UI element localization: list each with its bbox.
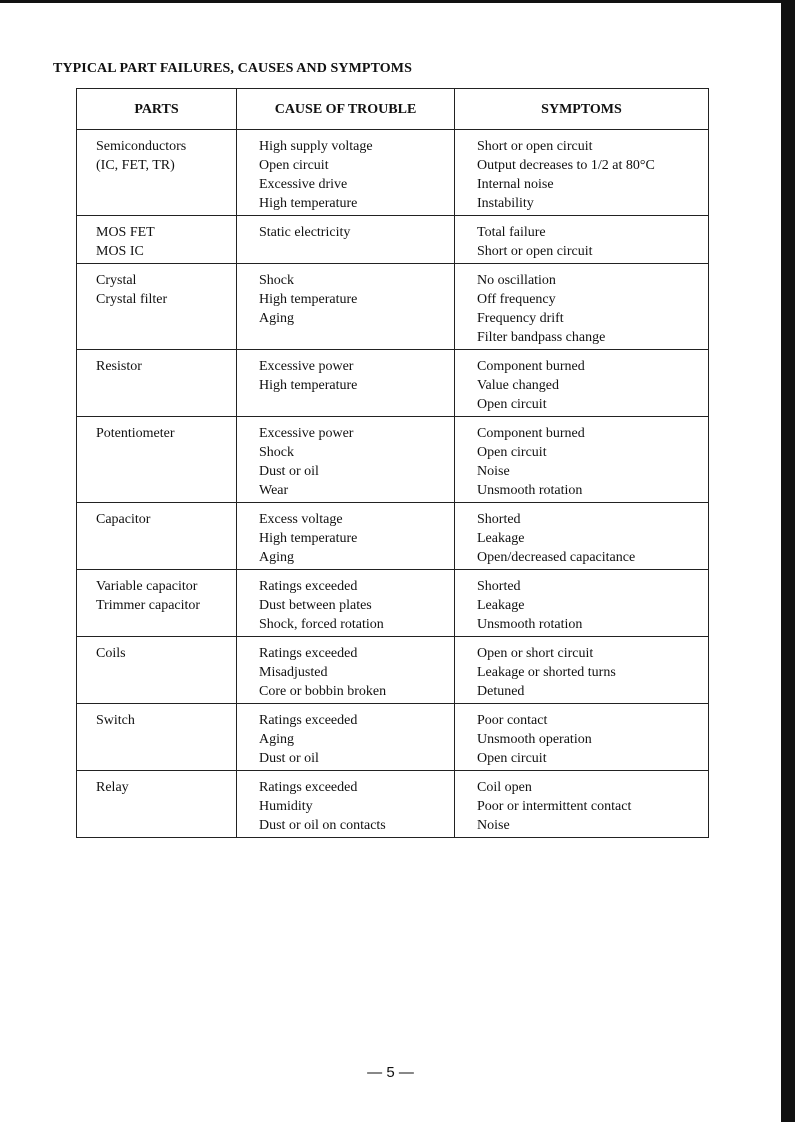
parts-cell	[77, 216, 237, 264]
cause-line: High temperature	[259, 292, 358, 307]
table-row	[77, 417, 709, 503]
symptom-cell	[455, 570, 709, 637]
cause-line: Humidity	[259, 799, 313, 814]
cause-line: Dust or oil on contacts	[259, 818, 386, 833]
cause-line: Shock	[259, 445, 294, 460]
cause-line: Ratings exceeded	[259, 579, 358, 594]
table-row	[77, 216, 709, 264]
cause-line: High temperature	[259, 531, 358, 546]
part-line: Crystal filter	[96, 292, 168, 307]
table-row	[77, 771, 709, 838]
table-row	[77, 570, 709, 637]
table-row	[77, 264, 709, 350]
symptom-line: Leakage	[477, 598, 525, 613]
symptom-line: Shorted	[477, 579, 521, 594]
symptom-line: Poor or intermittent contact	[477, 799, 632, 814]
symptom-cell	[455, 771, 709, 838]
cause-line: Excessive drive	[259, 177, 348, 192]
symptom-line: Poor contact	[477, 713, 548, 728]
cause-line: High temperature	[259, 196, 358, 211]
cause-line: Shock, forced rotation	[259, 617, 384, 632]
cause-line: Ratings exceeded	[259, 713, 358, 728]
part-line: Variable capacitor	[96, 579, 198, 594]
cause-cell	[237, 570, 455, 637]
table-row	[77, 130, 709, 216]
document-title: TYPICAL PART FAILURES, CAUSES AND SYMPTOMS	[53, 61, 412, 76]
parts-cell	[77, 350, 237, 417]
part-line: Capacitor	[96, 512, 151, 527]
cause-line: Wear	[259, 483, 289, 498]
table-row	[77, 704, 709, 771]
cause-line: Static electricity	[259, 225, 351, 240]
symptom-cell	[455, 417, 709, 503]
symptom-line: Short or open circuit	[477, 244, 593, 259]
cause-line: Dust between plates	[259, 598, 372, 613]
symptom-line: Instability	[477, 196, 534, 211]
symptom-cell	[455, 637, 709, 704]
parts-cell	[77, 771, 237, 838]
cause-line: Excess voltage	[259, 512, 343, 527]
part-line: Coils	[96, 646, 126, 661]
parts-cell	[77, 637, 237, 704]
cause-cell	[237, 704, 455, 771]
cause-cell	[237, 503, 455, 570]
cause-cell	[237, 130, 455, 216]
symptom-line: Unsmooth operation	[477, 732, 592, 747]
symptom-cell	[455, 130, 709, 216]
parts-cell	[77, 417, 237, 503]
symptom-line: Open or short circuit	[477, 646, 594, 661]
symptom-line: Total failure	[477, 225, 546, 240]
cause-line: Core or bobbin broken	[259, 684, 387, 699]
symptom-cell	[455, 503, 709, 570]
part-line: Trimmer capacitor	[96, 598, 201, 613]
cause-line: Excessive power	[259, 359, 354, 374]
part-line: Semiconductors	[96, 139, 187, 154]
symptom-line: Leakage	[477, 531, 525, 546]
table-header-row	[77, 89, 709, 130]
cause-cell	[237, 216, 455, 264]
symptom-line: Component burned	[477, 426, 585, 441]
cause-cell	[237, 350, 455, 417]
cause-line: Aging	[259, 311, 294, 326]
part-line: MOS IC	[96, 244, 144, 259]
table-row	[77, 503, 709, 570]
part-line: (IC, FET, TR)	[96, 158, 175, 173]
cause-cell	[237, 637, 455, 704]
symptom-line: Off frequency	[477, 292, 556, 307]
part-line: Resistor	[96, 359, 142, 374]
symptom-line: No oscillation	[477, 273, 556, 288]
part-line: Crystal	[96, 273, 137, 288]
cause-line: Aging	[259, 732, 294, 747]
symptom-line: Leakage or shorted turns	[477, 665, 616, 680]
header-symptoms: SYMPTOMS	[455, 89, 709, 130]
symptom-line: Value changed	[477, 378, 560, 393]
parts-cell	[77, 130, 237, 216]
symptom-line: Open/decreased capacitance	[477, 550, 636, 565]
cause-line: Shock	[259, 273, 294, 288]
parts-cell	[77, 503, 237, 570]
table-row	[77, 350, 709, 417]
symptom-line: Coil open	[477, 780, 532, 795]
cause-cell	[237, 417, 455, 503]
symptom-line: Unsmooth rotation	[477, 483, 583, 498]
symptom-line: Open circuit	[477, 445, 547, 460]
symptom-line: Noise	[477, 818, 510, 833]
symptom-line: Detuned	[477, 684, 525, 699]
symptom-line: Shorted	[477, 512, 521, 527]
parts-cell	[77, 704, 237, 771]
scan-right-edge	[781, 0, 795, 1122]
symptom-cell	[455, 216, 709, 264]
symptom-line: Unsmooth rotation	[477, 617, 583, 632]
cause-line: Dust or oil	[259, 464, 319, 479]
symptom-line: Internal noise	[477, 177, 554, 192]
page-number: — 5 —	[367, 1064, 414, 1081]
cause-line: Excessive power	[259, 426, 354, 441]
cause-line: High temperature	[259, 378, 358, 393]
header-cause-of-trouble: CAUSE OF TROUBLE	[237, 89, 455, 130]
cause-line: Ratings exceeded	[259, 780, 358, 795]
symptom-line: Open circuit	[477, 397, 547, 412]
symptom-line: Open circuit	[477, 751, 547, 766]
symptom-cell	[455, 264, 709, 350]
cause-line: High supply voltage	[259, 139, 373, 154]
cause-cell	[237, 264, 455, 350]
failures-table	[76, 88, 709, 838]
cause-line: Dust or oil	[259, 751, 319, 766]
symptom-line: Component burned	[477, 359, 585, 374]
cause-line: Aging	[259, 550, 294, 565]
part-line: Switch	[96, 713, 135, 728]
cause-line: Misadjusted	[259, 665, 328, 680]
symptom-cell	[455, 704, 709, 771]
symptom-line: Output decreases to 1/2 at 80°C	[477, 158, 655, 173]
part-line: Relay	[96, 780, 129, 795]
part-line: Potentiometer	[96, 426, 175, 441]
parts-cell	[77, 570, 237, 637]
symptom-line: Frequency drift	[477, 311, 564, 326]
cause-cell	[237, 771, 455, 838]
scan-top-edge	[0, 0, 795, 3]
header-parts: PARTS	[77, 89, 237, 130]
parts-cell	[77, 264, 237, 350]
part-line: MOS FET	[96, 225, 155, 240]
cause-line: Ratings exceeded	[259, 646, 358, 661]
symptom-line: Short or open circuit	[477, 139, 593, 154]
table-row	[77, 637, 709, 704]
table-body	[77, 130, 709, 838]
cause-line: Open circuit	[259, 158, 329, 173]
symptom-cell	[455, 350, 709, 417]
symptom-line: Noise	[477, 464, 510, 479]
symptom-line: Filter bandpass change	[477, 330, 606, 345]
